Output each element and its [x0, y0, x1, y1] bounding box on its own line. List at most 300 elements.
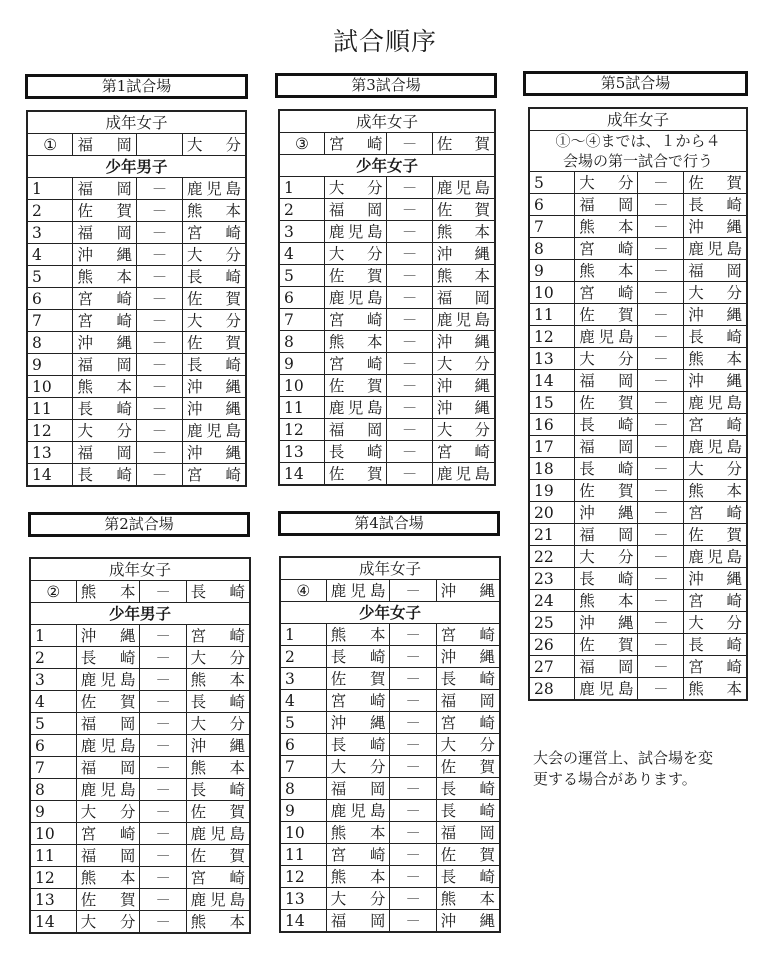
match-number: 13 — [279, 441, 324, 463]
match-number: 20 — [529, 502, 575, 524]
match-number: 14 — [30, 911, 76, 934]
versus-dash: － — [390, 866, 436, 888]
match-number: 21 — [529, 524, 575, 546]
away-team: 佐 賀 — [186, 845, 250, 867]
versus-dash: － — [140, 823, 186, 845]
away-team: 宮 崎 — [186, 625, 250, 647]
away-team: 沖 縄 — [182, 398, 246, 420]
versus-dash: － — [390, 624, 436, 646]
match-row — [27, 178, 246, 200]
home-team: 長 崎 — [326, 734, 390, 756]
versus-dash: － — [387, 397, 432, 419]
home-team: 宮 崎 — [324, 309, 387, 331]
away-team: 熊 本 — [186, 669, 250, 691]
away-team: 宮 崎 — [432, 441, 495, 463]
versus-dash: － — [387, 133, 432, 155]
match-row — [529, 568, 747, 590]
match-row — [30, 867, 250, 889]
match-row — [30, 735, 250, 757]
home-team: 佐 賀 — [324, 375, 387, 397]
away-team: 佐 賀 — [432, 133, 495, 155]
home-team: 福 岡 — [326, 910, 390, 933]
venue-4-schedule-table — [279, 556, 501, 933]
adult-category-row — [280, 557, 500, 580]
match-number: 9 — [279, 353, 324, 375]
adult-category-row — [529, 108, 747, 131]
versus-dash: － — [136, 420, 182, 442]
away-team: 宮 崎 — [684, 656, 747, 678]
category-label: 成年女子 — [280, 557, 500, 580]
match-row — [280, 624, 500, 646]
match-row — [529, 656, 747, 678]
match-number: 4 — [27, 244, 73, 266]
match-row — [529, 546, 747, 568]
home-team: 宮 崎 — [73, 288, 137, 310]
away-team: 沖 縄 — [432, 331, 495, 353]
home-team: 沖 縄 — [575, 612, 638, 634]
match-row — [30, 625, 250, 647]
footnote — [533, 748, 758, 790]
versus-dash: － — [387, 441, 432, 463]
adult-match-row — [27, 134, 246, 156]
versus-dash: － — [140, 669, 186, 691]
category-label: 成年女子 — [27, 111, 246, 134]
away-team: 大 分 — [684, 612, 747, 634]
away-team: 宮 崎 — [684, 590, 747, 612]
match-number: 9 — [27, 354, 73, 376]
home-team: 大 分 — [575, 348, 638, 370]
adult-match-row — [279, 133, 495, 155]
home-team: 大 分 — [326, 888, 390, 910]
match-row — [30, 647, 250, 669]
home-team: 長 崎 — [73, 464, 137, 487]
home-team: 鹿児島 — [326, 800, 390, 822]
home-team: 大 分 — [76, 911, 140, 934]
home-team: 宮 崎 — [326, 690, 390, 712]
match-number: 3 — [27, 222, 73, 244]
home-team: 佐 賀 — [326, 668, 390, 690]
match-row — [529, 172, 747, 194]
match-number: 11 — [280, 844, 326, 866]
away-team: 佐 賀 — [186, 801, 250, 823]
away-team: 宮 崎 — [182, 222, 246, 244]
versus-dash: － — [136, 464, 182, 487]
home-team: 熊 本 — [575, 216, 638, 238]
versus-dash: － — [638, 370, 684, 392]
match-number: 15 — [529, 392, 575, 414]
versus-dash: － — [387, 331, 432, 353]
match-row — [279, 353, 495, 375]
match-number: 1 — [27, 178, 73, 200]
versus-dash: － — [390, 712, 436, 734]
home-team: 福 岡 — [76, 713, 140, 735]
home-team: 熊 本 — [326, 822, 390, 844]
away-team: 鹿児島 — [186, 889, 250, 911]
versus-dash: － — [638, 458, 684, 480]
away-team: 沖 縄 — [684, 370, 747, 392]
home-team: 佐 賀 — [575, 634, 638, 656]
match-row — [529, 414, 747, 436]
venue-5-header: 第5試合場 — [523, 71, 748, 96]
match-row — [27, 266, 246, 288]
home-team: 大 分 — [73, 420, 137, 442]
match-number: 10 — [280, 822, 326, 844]
match-row — [280, 888, 500, 910]
away-team: 長 崎 — [684, 326, 747, 348]
away-team: 大 分 — [186, 713, 250, 735]
match-number: ① — [27, 134, 73, 156]
away-team: 佐 賀 — [182, 288, 246, 310]
match-number: 7 — [30, 757, 76, 779]
match-number: 24 — [529, 590, 575, 612]
home-team: 大 分 — [324, 243, 387, 265]
away-team: 鹿児島 — [182, 420, 246, 442]
versus-dash: － — [638, 678, 684, 701]
versus-dash — [136, 134, 182, 156]
away-team: 熊 本 — [684, 348, 747, 370]
versus-dash: － — [387, 177, 432, 199]
match-number: 22 — [529, 546, 575, 568]
adult-match-row — [280, 580, 500, 602]
match-row — [280, 668, 500, 690]
home-team: 福 岡 — [73, 222, 137, 244]
home-team: 沖 縄 — [76, 625, 140, 647]
match-number: 12 — [280, 866, 326, 888]
away-team: 沖 縄 — [182, 376, 246, 398]
versus-dash: － — [638, 348, 684, 370]
match-number: 10 — [529, 282, 575, 304]
versus-dash: － — [390, 844, 436, 866]
match-row — [529, 524, 747, 546]
away-team: 福 岡 — [432, 287, 495, 309]
match-number: 8 — [280, 778, 326, 800]
match-row — [279, 265, 495, 287]
match-row — [27, 354, 246, 376]
match-number: 5 — [30, 713, 76, 735]
match-row — [30, 757, 250, 779]
match-row — [280, 910, 500, 933]
footnote-line: 大会の運営上、試合場を変 — [533, 749, 714, 767]
home-team: 福 岡 — [73, 134, 137, 156]
home-team: 宮 崎 — [324, 353, 387, 375]
match-row — [27, 244, 246, 266]
match-number: 1 — [280, 624, 326, 646]
match-number: 1 — [279, 177, 324, 199]
venue-1-schedule-table — [26, 110, 247, 487]
home-team: 佐 賀 — [575, 304, 638, 326]
home-team: 鹿児島 — [326, 580, 390, 602]
versus-dash: － — [638, 590, 684, 612]
note-row — [529, 131, 747, 172]
venue-4-header: 第4試合場 — [278, 511, 500, 536]
page-title: 試合順序 — [332, 27, 437, 56]
versus-dash: － — [390, 888, 436, 910]
match-row — [529, 282, 747, 304]
home-team: 長 崎 — [76, 647, 140, 669]
home-team: 福 岡 — [324, 419, 387, 441]
match-row — [280, 690, 500, 712]
category-label: 少年女子 — [279, 155, 495, 177]
versus-dash: － — [387, 265, 432, 287]
versus-dash: － — [638, 392, 684, 414]
match-row — [279, 331, 495, 353]
versus-dash: － — [387, 243, 432, 265]
away-team: 鹿児島 — [684, 238, 747, 260]
match-row — [279, 177, 495, 199]
away-team: 長 崎 — [436, 866, 500, 888]
away-team: 沖 縄 — [684, 216, 747, 238]
home-team: 沖 縄 — [326, 712, 390, 734]
match-row — [27, 398, 246, 420]
versus-dash: － — [387, 309, 432, 331]
away-team: 大 分 — [182, 134, 246, 156]
away-team: 大 分 — [182, 244, 246, 266]
match-row — [279, 441, 495, 463]
match-row — [279, 243, 495, 265]
youth-category-row — [27, 156, 246, 178]
home-team: 沖 縄 — [73, 332, 137, 354]
match-number: 8 — [279, 331, 324, 353]
youth-category-row — [280, 602, 500, 624]
home-team: 沖 縄 — [73, 244, 137, 266]
away-team: 大 分 — [432, 353, 495, 375]
away-team: 宮 崎 — [186, 867, 250, 889]
home-team: 宮 崎 — [76, 823, 140, 845]
away-team: 熊 本 — [436, 888, 500, 910]
adult-category-row — [279, 110, 495, 133]
away-team: 福 岡 — [436, 822, 500, 844]
match-row — [280, 646, 500, 668]
away-team: 長 崎 — [182, 354, 246, 376]
match-number: 9 — [280, 800, 326, 822]
away-team: 福 岡 — [684, 260, 747, 282]
away-team: 長 崎 — [186, 779, 250, 801]
match-row — [529, 612, 747, 634]
match-number: 13 — [30, 889, 76, 911]
home-team: 福 岡 — [575, 436, 638, 458]
match-row — [529, 502, 747, 524]
match-number: 9 — [30, 801, 76, 823]
footnote-line: 更する場合があります。 — [533, 770, 697, 788]
match-number: 14 — [279, 463, 324, 486]
home-team: 熊 本 — [76, 581, 140, 603]
match-number: 2 — [280, 646, 326, 668]
match-number: 11 — [30, 845, 76, 867]
match-row — [529, 194, 747, 216]
match-number: 3 — [280, 668, 326, 690]
youth-category-row — [30, 603, 250, 625]
venue-5-schedule-table — [528, 107, 748, 701]
away-team: 沖 縄 — [432, 397, 495, 419]
match-number: 4 — [279, 243, 324, 265]
away-team: 沖 縄 — [436, 646, 500, 668]
versus-dash: － — [638, 656, 684, 678]
venue-1-header: 第1試合場 — [25, 74, 248, 99]
match-row — [27, 310, 246, 332]
home-team: 福 岡 — [575, 524, 638, 546]
adult-category-row — [27, 111, 246, 134]
match-number: 9 — [529, 260, 575, 282]
away-team: 宮 崎 — [436, 712, 500, 734]
away-team: 大 分 — [436, 734, 500, 756]
category-label: 少年男子 — [27, 156, 246, 178]
away-team: 長 崎 — [186, 691, 250, 713]
category-label: 成年女子 — [30, 558, 250, 581]
versus-dash: － — [140, 845, 186, 867]
versus-dash: － — [136, 178, 182, 200]
away-team: 沖 縄 — [684, 568, 747, 590]
match-number: 18 — [529, 458, 575, 480]
home-team: 福 岡 — [76, 757, 140, 779]
match-row — [279, 287, 495, 309]
away-team: 沖 縄 — [182, 442, 246, 464]
match-number: 17 — [529, 436, 575, 458]
versus-dash: － — [136, 376, 182, 398]
venue-2-header: 第2試合場 — [28, 512, 250, 537]
versus-dash: － — [136, 266, 182, 288]
away-team: 沖 縄 — [432, 375, 495, 397]
versus-dash: － — [387, 221, 432, 243]
versus-dash: － — [136, 398, 182, 420]
away-team: 沖 縄 — [436, 910, 500, 933]
versus-dash: － — [638, 282, 684, 304]
home-team: 鹿児島 — [324, 221, 387, 243]
versus-dash: － — [638, 194, 684, 216]
versus-dash: － — [638, 238, 684, 260]
versus-dash: － — [140, 779, 186, 801]
home-team: 大 分 — [324, 177, 387, 199]
versus-dash: － — [390, 580, 436, 602]
match-row — [30, 845, 250, 867]
match-number: 10 — [27, 376, 73, 398]
away-team: 福 岡 — [436, 690, 500, 712]
match-number: 28 — [529, 678, 575, 701]
match-row — [279, 375, 495, 397]
away-team: 長 崎 — [684, 194, 747, 216]
match-number: 5 — [27, 266, 73, 288]
versus-dash: － — [638, 524, 684, 546]
match-row — [279, 309, 495, 331]
match-number: 6 — [27, 288, 73, 310]
match-number: 16 — [529, 414, 575, 436]
match-number: 14 — [280, 910, 326, 933]
versus-dash: － — [140, 581, 186, 603]
match-row — [529, 436, 747, 458]
versus-dash: － — [140, 911, 186, 934]
away-team: 鹿児島 — [186, 823, 250, 845]
match-row — [30, 779, 250, 801]
home-team: 長 崎 — [324, 441, 387, 463]
versus-dash: － — [140, 867, 186, 889]
match-row — [280, 778, 500, 800]
versus-dash: － — [638, 634, 684, 656]
match-number: 2 — [27, 200, 73, 222]
away-team: 大 分 — [432, 419, 495, 441]
match-row — [529, 348, 747, 370]
home-team: 佐 賀 — [73, 200, 137, 222]
match-row — [279, 397, 495, 419]
match-row — [529, 678, 747, 701]
match-number: 19 — [529, 480, 575, 502]
match-row — [30, 713, 250, 735]
match-number: 12 — [30, 867, 76, 889]
versus-dash: － — [387, 375, 432, 397]
match-number: 8 — [27, 332, 73, 354]
away-team: 熊 本 — [684, 678, 747, 701]
match-number: ② — [30, 581, 76, 603]
home-team: 佐 賀 — [324, 463, 387, 486]
match-row — [280, 800, 500, 822]
away-team: 長 崎 — [186, 581, 250, 603]
home-team: 熊 本 — [324, 331, 387, 353]
match-row — [30, 801, 250, 823]
match-row — [280, 734, 500, 756]
match-number: ③ — [279, 133, 324, 155]
home-team: 福 岡 — [76, 845, 140, 867]
versus-dash: － — [136, 200, 182, 222]
match-number: 8 — [529, 238, 575, 260]
versus-dash: － — [390, 646, 436, 668]
match-row — [27, 332, 246, 354]
match-number: 7 — [280, 756, 326, 778]
home-team: 宮 崎 — [324, 133, 387, 155]
match-row — [529, 304, 747, 326]
home-team: 長 崎 — [575, 414, 638, 436]
match-number: 1 — [30, 625, 76, 647]
home-team: 佐 賀 — [575, 392, 638, 414]
versus-dash: － — [390, 668, 436, 690]
versus-dash: － — [140, 647, 186, 669]
versus-dash: － — [390, 822, 436, 844]
match-number: 7 — [27, 310, 73, 332]
away-team: 沖 縄 — [432, 243, 495, 265]
away-team: 熊 本 — [186, 911, 250, 934]
versus-dash: － — [390, 800, 436, 822]
versus-dash: － — [638, 326, 684, 348]
match-row — [30, 911, 250, 934]
match-number: 5 — [279, 265, 324, 287]
away-team: 熊 本 — [432, 265, 495, 287]
adult-match-row — [30, 581, 250, 603]
match-number: 2 — [30, 647, 76, 669]
match-row — [529, 370, 747, 392]
home-team: 長 崎 — [73, 398, 137, 420]
match-row — [27, 288, 246, 310]
home-team: 福 岡 — [73, 442, 137, 464]
match-row — [30, 669, 250, 691]
versus-dash: － — [387, 419, 432, 441]
versus-dash: － — [638, 436, 684, 458]
home-team: 大 分 — [326, 756, 390, 778]
versus-dash: － — [390, 690, 436, 712]
match-number: 23 — [529, 568, 575, 590]
match-number: 10 — [279, 375, 324, 397]
match-row — [279, 199, 495, 221]
home-team: 鹿児島 — [324, 397, 387, 419]
match-row — [529, 480, 747, 502]
versus-dash: － — [136, 332, 182, 354]
match-row — [27, 200, 246, 222]
match-row — [279, 419, 495, 441]
away-team: 沖 縄 — [186, 735, 250, 757]
match-number: 27 — [529, 656, 575, 678]
versus-dash: － — [136, 442, 182, 464]
match-row — [529, 392, 747, 414]
match-number: 26 — [529, 634, 575, 656]
versus-dash: － — [140, 691, 186, 713]
away-team: 大 分 — [684, 458, 747, 480]
away-team: 沖 縄 — [436, 580, 500, 602]
